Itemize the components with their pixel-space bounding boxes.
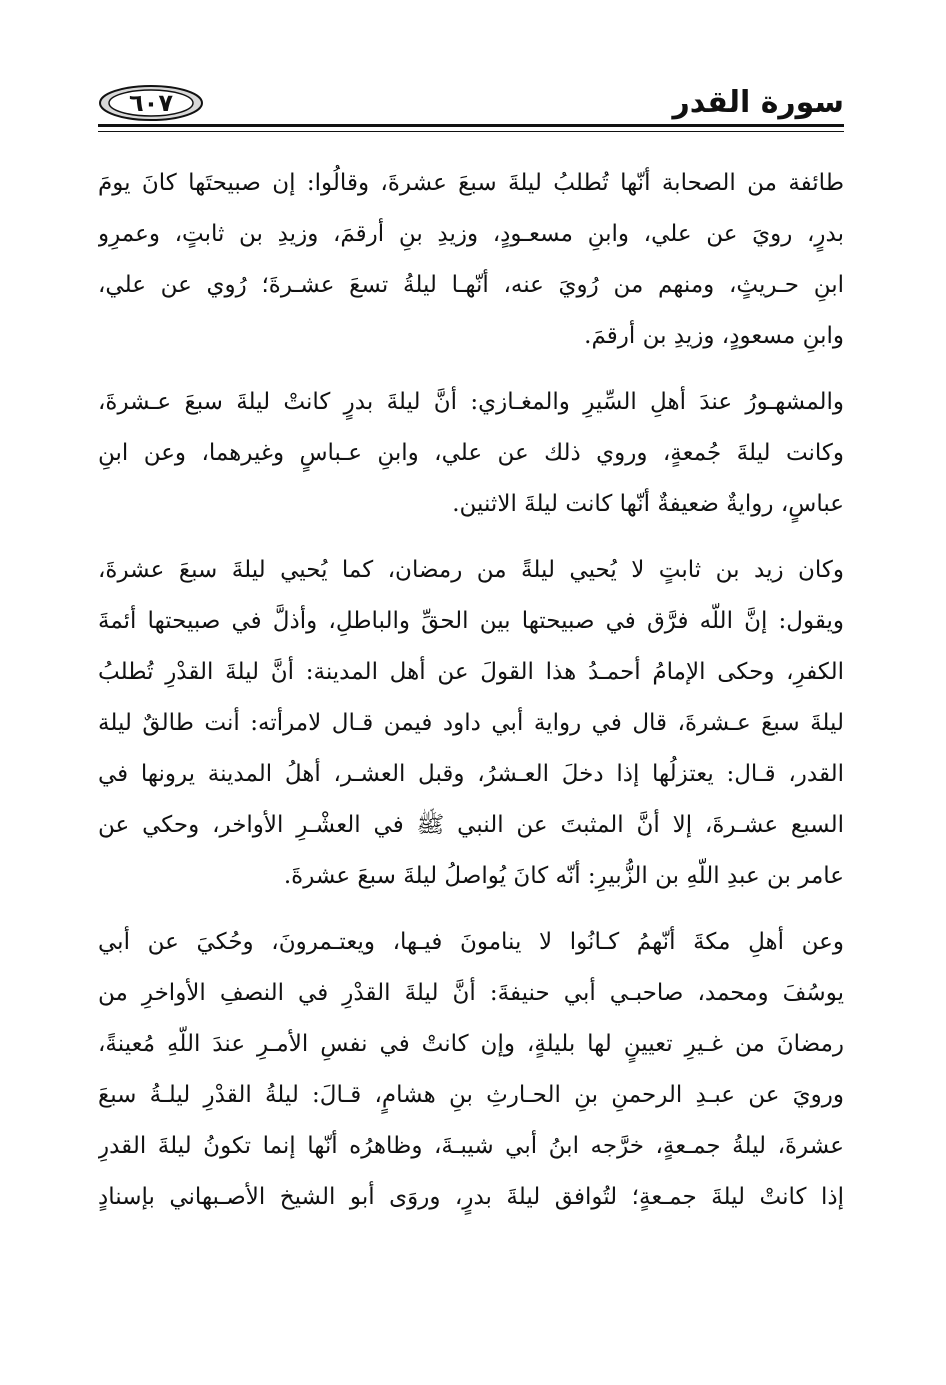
text-line: إذا كانتْ ليلةَ جمـعةٍ؛ لتُوافق ليلةَ بدرٍ، وروَى أبو الشيخ الأصـبهاني بإسنادٍ bbox=[98, 1184, 844, 1210]
paragraph bbox=[98, 917, 844, 1223]
text-line: يوسُفَ ومحمد، صاحبـي أبي حنيفةَ: أنَّ ليلةَ القدْرِ في النصفِ الأواخرِ من bbox=[98, 980, 844, 1006]
text-line: عباسٍ، روايةٌ ضعيفةٌ أنّها كانت ليلةَ الاثنين. bbox=[452, 491, 844, 517]
text-line: ابنِ حـريثٍ، ومنهم من رُويَ عنه، أنّهـا ليلةُ تسعَ عشـرةَ؛ رُوي عن علي، bbox=[98, 272, 844, 298]
paragraph bbox=[98, 377, 844, 530]
text-line: طائفة من الصحابة أنّها تُطلبُ ليلةَ سبعَ عشرةَ، وقالُوا: إن صبيحتَها كانَ يومَ bbox=[98, 170, 844, 196]
text-line: وعن أهلِ مكةَ أنّهمُ كـانُوا لا ينامونَ فيـها، ويعتـمرونَ، وحُكيَ عن أبي bbox=[98, 929, 844, 955]
text-line: ليلةَ سبعَ عـشرةَ، قال في رواية أبي داود فيمن قـال لامرأته: أنت طالقٌ ليلة bbox=[98, 710, 844, 736]
surah-title: سورة القدر bbox=[672, 85, 844, 120]
text-line: القدر، قـال: يعتزلُها إذا دخلَ العـشرُ، وقبل العشـر، أهلُ المدينة يرونها في bbox=[98, 761, 844, 787]
text-line: وابنِ مسعودٍ، وزيدِ بن أرقمَ. bbox=[584, 323, 844, 349]
page-number: ٦٠٧ bbox=[129, 89, 173, 117]
text-line: ويقول: إنَّ اللّه فرَّق في صبيحتها بين الحقِّ والباطلِ، وأذلَّ في صبيحتها أئمةَ bbox=[98, 608, 844, 634]
text-line: والمشهـورُ عندَ أهلِ السِّيرِ والمغـازي: أنَّ ليلةَ بدرٍ كانتْ ليلةَ سبعَ عـشرةَ، bbox=[98, 389, 844, 415]
paragraph bbox=[98, 158, 844, 362]
page-number-badge bbox=[98, 84, 204, 122]
text-line: رمضانَ من غـيرِ تعيينٍ لها بليلةٍ، وإن كانتْ في نفسِ الأمـرِ عندَ اللّهِ مُعينةً، bbox=[98, 1031, 844, 1057]
text-line: الكفرِ، وحكى الإمامُ أحمـدُ هذا القولَ عن أهل المدينة: أنَّ ليلةَ القدْرِ تُطلبُ bbox=[98, 659, 844, 685]
text-line: وكان زيد بن ثابتٍ لا يُحيي ليلةً من رمضان، كما يُحيي ليلةَ سبعَ عشرةَ، bbox=[98, 557, 844, 583]
text-line: السبع عشـرةَ، إلا أنَّ المثبتَ عن النبي ﷺ في العشْـرِ الأواخر، وحكي عن bbox=[98, 812, 844, 838]
text-line: بدرٍ، رويَ عن علي، وابنِ مسعـودٍ، وزيدِ بنِ أرقمَ، وزيدِ بن ثابتٍ، وعمرِو bbox=[98, 221, 844, 247]
text-line: عشرةَ، ليلةُ جمـعةٍ، خرَّجه ابنُ أبي شيبـةَ، وظاهرُه أنّها إنما تكونُ ليلةَ القدرِ bbox=[98, 1133, 844, 1159]
header-rule-thin bbox=[98, 131, 844, 132]
paragraph bbox=[98, 545, 844, 902]
text-line: وكانت ليلةَ جُمعةٍ، وروي ذلك عن علي، وابنِ عـباسٍ وغيرهما، وعن ابنِ bbox=[98, 440, 844, 466]
body-text bbox=[98, 158, 844, 1238]
text-line: ورويَ عن عبـدِ الرحمنِ بنِ الحـارثِ بنِ هشامٍ، قـالَ: ليلةُ القدْرِ ليلـةُ سبعَ bbox=[98, 1082, 844, 1108]
text-line: عامر بن عبدِ اللّهِ بن الزُّبيرِ: أنّه كانَ يُواصلُ ليلةَ سبعَ عشرةَ. bbox=[283, 863, 844, 889]
header-rule bbox=[98, 124, 844, 127]
